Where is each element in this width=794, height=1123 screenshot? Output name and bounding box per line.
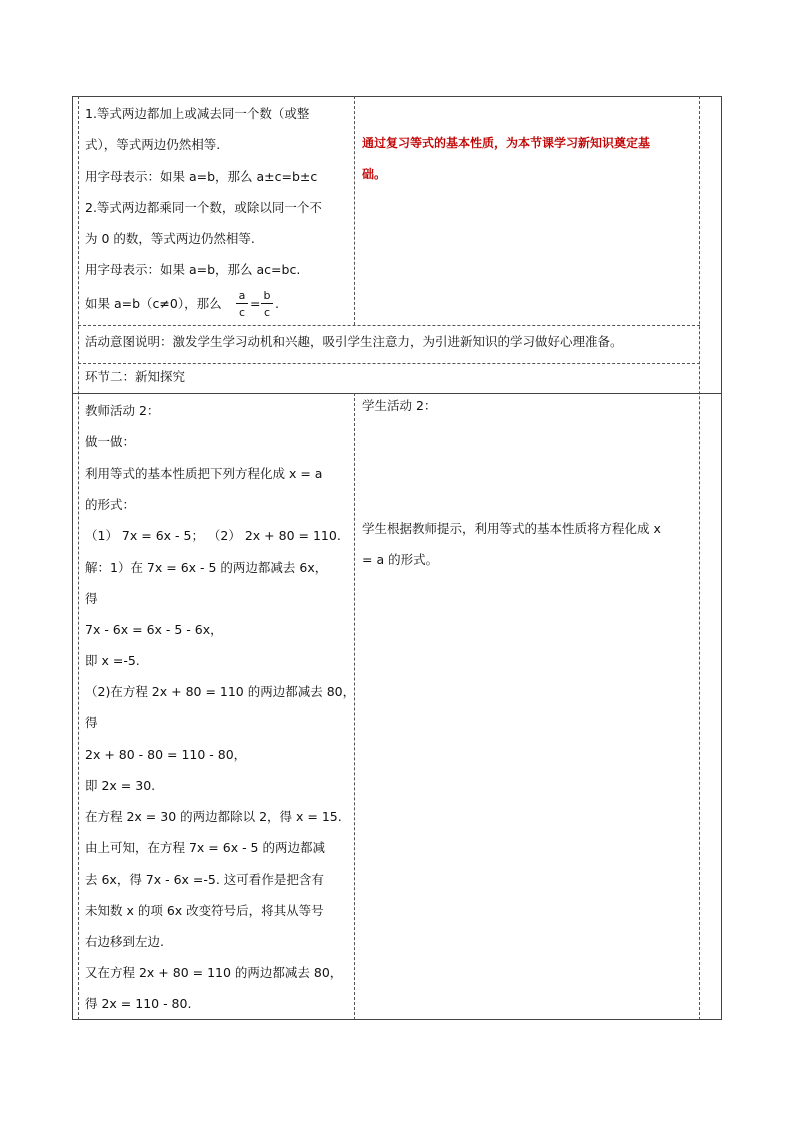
fraction-bar bbox=[261, 303, 273, 304]
text-line: 式），等式两边仍然相等. bbox=[85, 137, 221, 152]
text-line: 即 x =-5. bbox=[85, 653, 140, 668]
section-title: 环节二：新知探究 bbox=[85, 369, 186, 384]
text-line: 为 0 的数，等式两边仍然相等. bbox=[85, 231, 255, 246]
text-line: 未知数 x 的项 6x 改变符号后，将其从等号 bbox=[85, 903, 324, 918]
text-line: 得 bbox=[85, 591, 98, 606]
text-line: 在方程 2x = 30 的两边都除以 2，得 x = 15. bbox=[85, 809, 342, 824]
equals-sign: = bbox=[250, 296, 261, 311]
fraction-right-numerator: b bbox=[263, 289, 271, 302]
text-line: 用字母表示：如果 a=b，那么 a±c=b±c bbox=[85, 169, 318, 184]
column-divider-bottom bbox=[354, 393, 355, 1020]
activity-intent-note: 活动意图说明：激发学生学习动机和兴趣，吸引学生注意力，为引进新知识的学习做好心理准备。 bbox=[85, 334, 623, 349]
fraction-bar bbox=[236, 303, 248, 304]
row-divider-2 bbox=[78, 363, 700, 364]
text-line: 学生根据教师提示，利用等式的基本性质将方程化成 x bbox=[362, 521, 661, 536]
intent-text-line: 础。 bbox=[362, 167, 387, 181]
text-line: 的形式： bbox=[85, 497, 136, 512]
text-line: 即 2x = 30. bbox=[85, 778, 156, 793]
text-line: 解：1）在 7x = 6x - 5 的两边都减去 6x， bbox=[85, 560, 328, 575]
intent-text-line: 通过复习等式的基本性质，为本节课学习新知识奠定基 bbox=[362, 136, 651, 150]
division-rule-text: 如果 a=b（c≠0），那么 bbox=[85, 296, 222, 311]
text-line: 得 bbox=[85, 715, 98, 730]
student-activity-title: 学生活动 2： bbox=[362, 398, 437, 413]
text-line: 右边移到左边. bbox=[85, 934, 164, 949]
text-line: 7x - 6x = 6x - 5 - 6x， bbox=[85, 622, 223, 637]
text-line: （2)在方程 2x + 80 = 110 的两边都减去 80， bbox=[85, 684, 356, 699]
fraction-left-denominator: c bbox=[238, 306, 246, 319]
text-line: = a 的形式。 bbox=[362, 552, 439, 567]
fraction-period: . bbox=[275, 296, 279, 311]
text-line: 用字母表示：如果 a=b，那么 ac=bc. bbox=[85, 262, 301, 277]
column-divider-top bbox=[354, 96, 355, 325]
fraction-right-denominator: c bbox=[263, 306, 271, 319]
text-line: （1） 7x = 6x - 5； （2） 2x + 80 = 110. bbox=[85, 528, 341, 543]
text-line: 1.等式两边都加上或减去同一个数（或整 bbox=[85, 106, 310, 121]
text-line: 去 6x，得 7x - 6x =-5. 这可看作是把含有 bbox=[85, 872, 324, 887]
text-line: 由上可知，在方程 7x = 6x - 5 的两边都减 bbox=[85, 840, 325, 855]
text-line: 教师活动 2： bbox=[85, 403, 160, 418]
text-line: 得 2x = 110 - 80. bbox=[85, 996, 192, 1011]
text-line: 又在方程 2x + 80 = 110 的两边都减去 80， bbox=[85, 965, 343, 980]
text-line: 2.等式两边都乘同一个数，或除以同一个不 bbox=[85, 200, 322, 215]
fraction-left-numerator: a bbox=[238, 289, 246, 302]
text-line: 2x + 80 - 80 = 110 - 80， bbox=[85, 747, 247, 762]
row-divider-1 bbox=[78, 325, 700, 326]
text-line: 做一做： bbox=[85, 434, 136, 449]
text-line: 利用等式的基本性质把下列方程化成 x = a bbox=[85, 466, 323, 481]
row-divider-3 bbox=[72, 393, 722, 394]
